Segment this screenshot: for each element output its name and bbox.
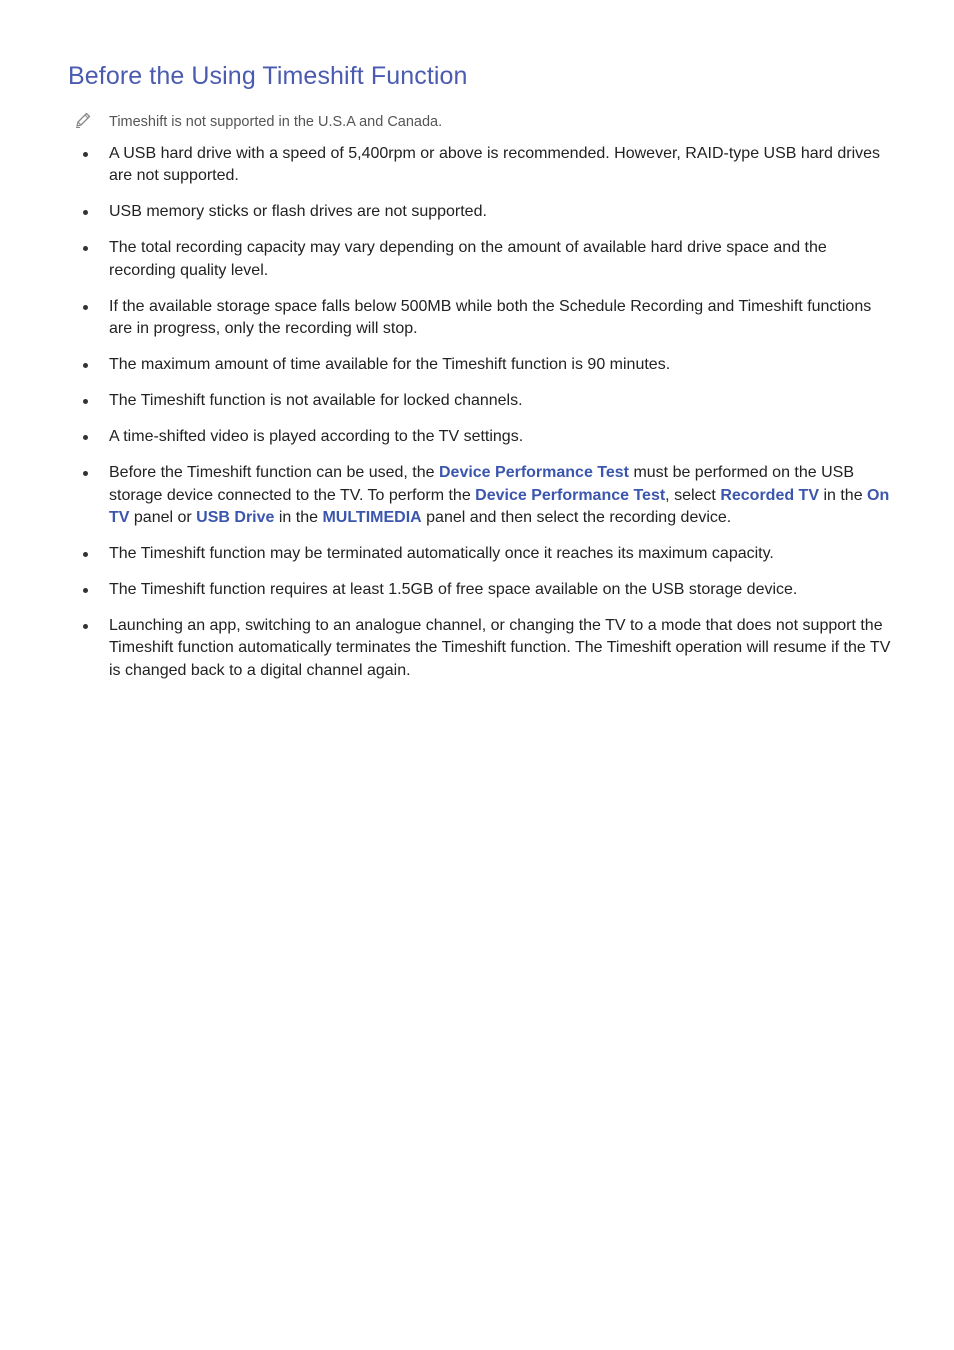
list-item	[80, 579, 895, 601]
list-item	[80, 615, 895, 682]
list-item	[80, 543, 895, 565]
list-item-text: A time-shifted video is played according to the TV settings.	[109, 428, 524, 446]
list-item-text: Launching an app, switching to an analogue channel, or changing the TV to a mode that does not support the Timeshift function automatically terminates the Timeshift function. The Timeshift operation will resume if the TV is changed back to a digital channel again.	[109, 617, 891, 679]
list-item	[80, 462, 895, 529]
highlighted-term: MULTIMEDIA	[322, 509, 422, 527]
list-item-text: The Timeshift function is not available for locked channels.	[109, 392, 523, 410]
highlighted-term: USB Drive	[196, 509, 275, 527]
list-item	[80, 354, 895, 376]
highlighted-term: Recorded TV	[720, 486, 819, 504]
list-item-text: USB memory sticks or flash drives are not supported.	[109, 203, 487, 221]
list-item-text: The Timeshift function may be terminated automatically once it reaches its maximum capacity.	[109, 545, 774, 563]
bullet-dot-icon	[83, 152, 88, 157]
pencil-icon	[74, 111, 92, 129]
bullet-dot-icon	[83, 210, 88, 215]
list-item	[80, 201, 895, 223]
list-item-text: The Timeshift function requires at least 1.5GB of free space available on the USB storage device.	[109, 581, 798, 599]
highlighted-term: Device Performance Test	[438, 464, 629, 482]
list-item-text: in the	[819, 486, 868, 504]
list-item-text: The total recording capacity may vary depending on the amount of available hard drive space and the recording quality level.	[109, 239, 827, 279]
bullet-dot-icon	[83, 399, 88, 404]
highlighted-term: Device Performance Test	[475, 486, 666, 504]
list-item-text: must be performed on the USB storage device connected to the TV. To perform the	[109, 464, 854, 504]
bullet-dot-icon	[83, 624, 88, 629]
list-item-text: in the	[274, 509, 323, 527]
note	[74, 111, 894, 135]
page-title: Before the Using Timeshift Function	[68, 62, 468, 90]
bullet-list	[80, 143, 895, 696]
list-item-text: The maximum amount of time available for the Timeshift function is 90 minutes.	[109, 356, 671, 374]
list-item-text: panel and then select the recording device.	[421, 509, 732, 527]
list-item-text: , select	[665, 486, 721, 504]
list-item	[80, 426, 895, 448]
bullet-dot-icon	[83, 246, 88, 251]
bullet-dot-icon	[83, 363, 88, 368]
note-text: Timeshift is not supported in the U.S.A and Canada.	[109, 114, 443, 130]
bullet-dot-icon	[83, 588, 88, 593]
list-item-text: Before the Timeshift function can be used, the	[109, 464, 439, 482]
list-item-text: If the available storage space falls below 500MB while both the Schedule Recording and Timeshift functions are in progress, only the recording will stop.	[109, 297, 872, 338]
bullet-dot-icon	[83, 305, 88, 310]
bullet-dot-icon	[83, 435, 88, 440]
list-item	[80, 390, 895, 412]
list-item-text: panel or	[129, 509, 197, 527]
list-item	[80, 296, 895, 341]
bullet-dot-icon	[83, 552, 88, 557]
list-item-text: A USB hard drive with a speed of 5,400rpm or above is recommended. However, RAID-type USB hard drives are not supported.	[109, 145, 881, 185]
bullet-dot-icon	[83, 471, 88, 476]
list-item	[80, 143, 895, 188]
highlighted-term: On TV	[109, 486, 890, 527]
list-item	[80, 237, 895, 282]
